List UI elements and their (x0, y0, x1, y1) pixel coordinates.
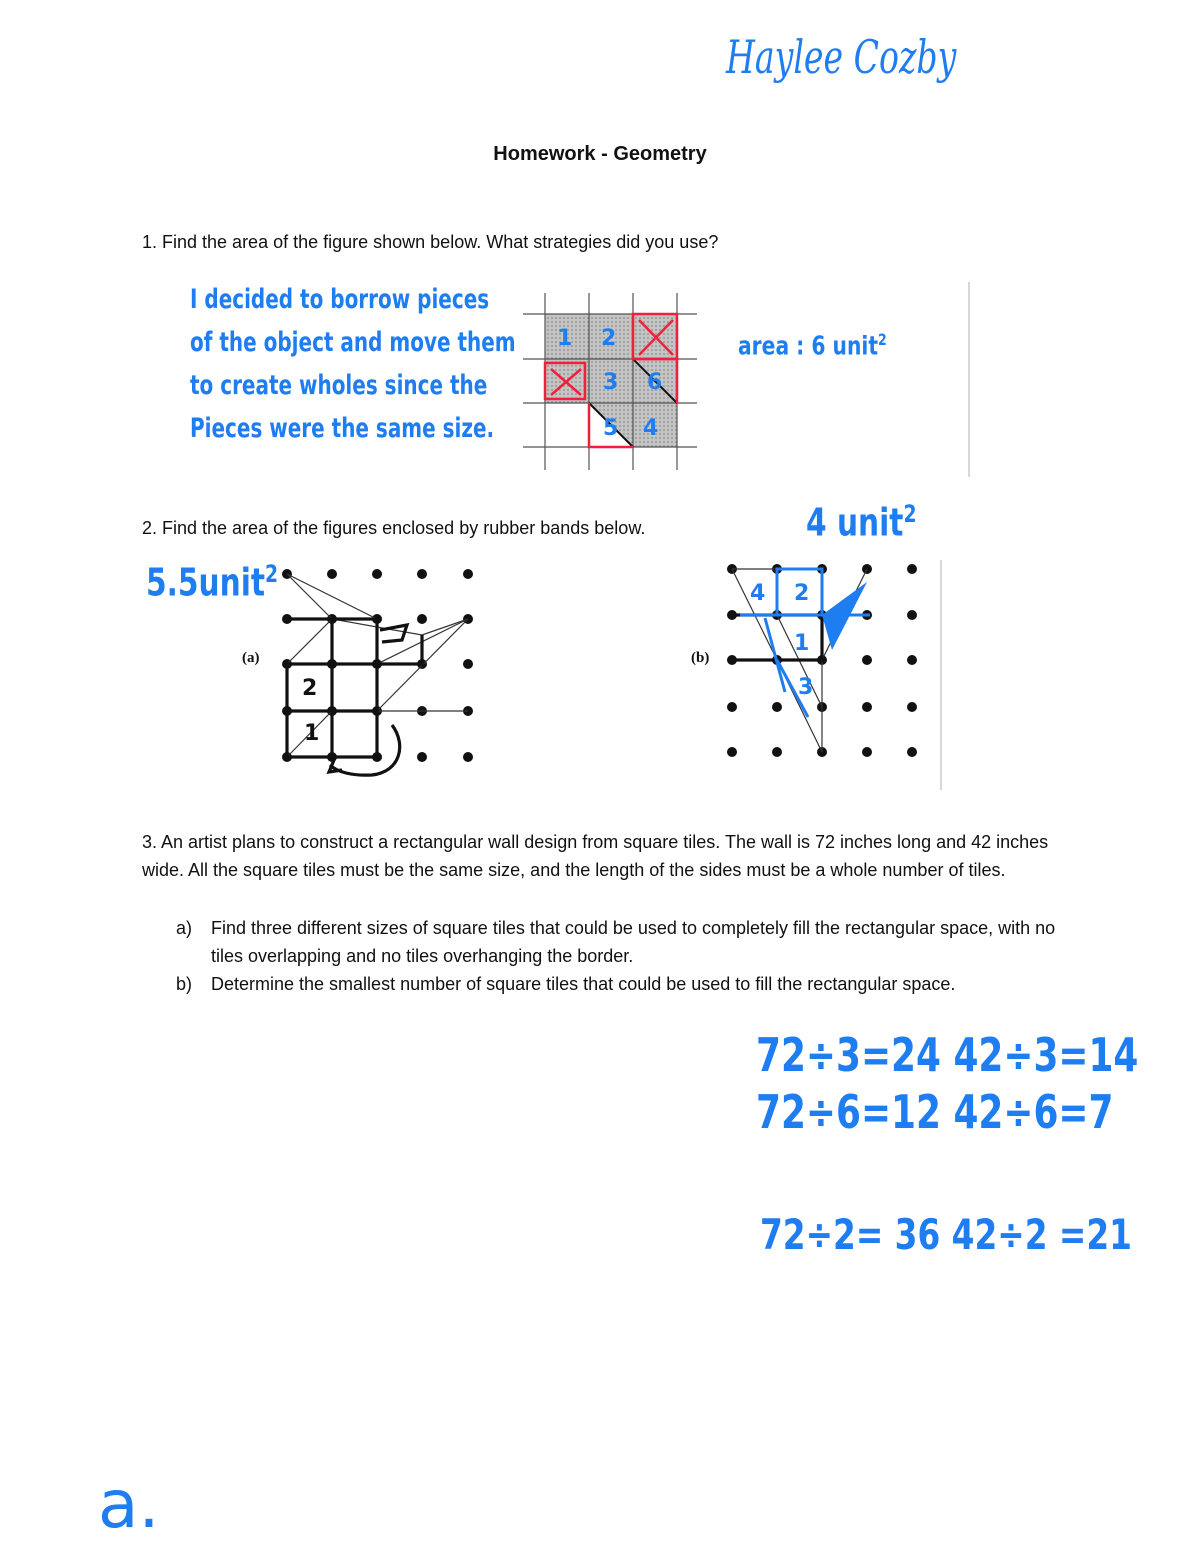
question-3-text: 3. An artist plans to construct a rectangular wall design from square tiles. The wall is 72 inches long and 42 inches wide. All the square tiles must be the same size, and the length of the sides must be a whole number of tiles. (142, 832, 1049, 880)
strategy-line: Pieces were the same size. (190, 413, 495, 444)
piece-number: 1 (304, 721, 320, 746)
piece-number: 3 (603, 370, 619, 395)
strategy-line: to create wholes since the (190, 370, 488, 401)
scan-edge (968, 282, 970, 477)
piece-number: 2 (794, 581, 810, 606)
question-1-grid-figure (515, 285, 715, 480)
answer-a-label: a. (98, 1466, 160, 1543)
question-3-subparts (176, 914, 1056, 998)
page-title: Homework - Geometry (493, 143, 707, 165)
subpart-text: Determine the smallest number of square tiles that could be used to fill the rectangular space. (211, 974, 956, 994)
area-exponent: 2 (878, 330, 887, 349)
strategy-line: I decided to borrow pieces (190, 284, 490, 315)
area-exponent: 2 (265, 560, 279, 588)
piece-number: 4 (643, 416, 659, 441)
work-line: 72÷2= 36 42÷2 =21 (760, 1210, 1132, 1259)
subpart-text: Find three different sizes of square tiles that could be used to completely fill the rectangular space, with no tiles overlapping and no tiles overhanging the border. (211, 918, 1056, 966)
scan-edge (940, 560, 942, 790)
geoboard-b-label: (b) (691, 650, 710, 666)
question-1-area-answer (738, 330, 887, 362)
student-name: Haylee Cozby (726, 30, 957, 84)
piece-number: 6 (647, 370, 663, 395)
geoboard-b (720, 552, 940, 772)
piece-number: 2 (302, 676, 318, 701)
work-line: 72÷3=24 42÷3=14 (756, 1028, 1139, 1082)
piece-number: 4 (750, 581, 766, 606)
subpart-b (176, 970, 1056, 998)
area-value: 4 unit (806, 500, 904, 545)
area-value: area : 6 unit (738, 331, 879, 362)
question-2b-area-answer (806, 500, 917, 545)
question-1-text: 1. Find the area of the figure shown below. What strategies did you use? (142, 232, 719, 252)
work-line: 72÷6=12 42÷6=7 (756, 1085, 1114, 1139)
geoboard-a (232, 560, 492, 790)
piece-number: 3 (798, 675, 814, 700)
piece-number: 5 (603, 416, 619, 441)
subpart-a (176, 914, 1056, 970)
geoboard-a-label: (a) (242, 650, 260, 666)
piece-number: 2 (601, 326, 617, 351)
area-exponent: 2 (903, 500, 917, 528)
subpart-label: a) (176, 918, 193, 938)
piece-number: 1 (794, 631, 810, 656)
piece-number: 1 (557, 326, 573, 351)
question-2-text: 2. Find the area of the figures enclosed by rubber bands below. (142, 518, 646, 538)
area-value: 5.5unit (146, 560, 266, 605)
strategy-line: of the object and move them (190, 327, 516, 358)
subpart-label: b) (176, 974, 193, 994)
